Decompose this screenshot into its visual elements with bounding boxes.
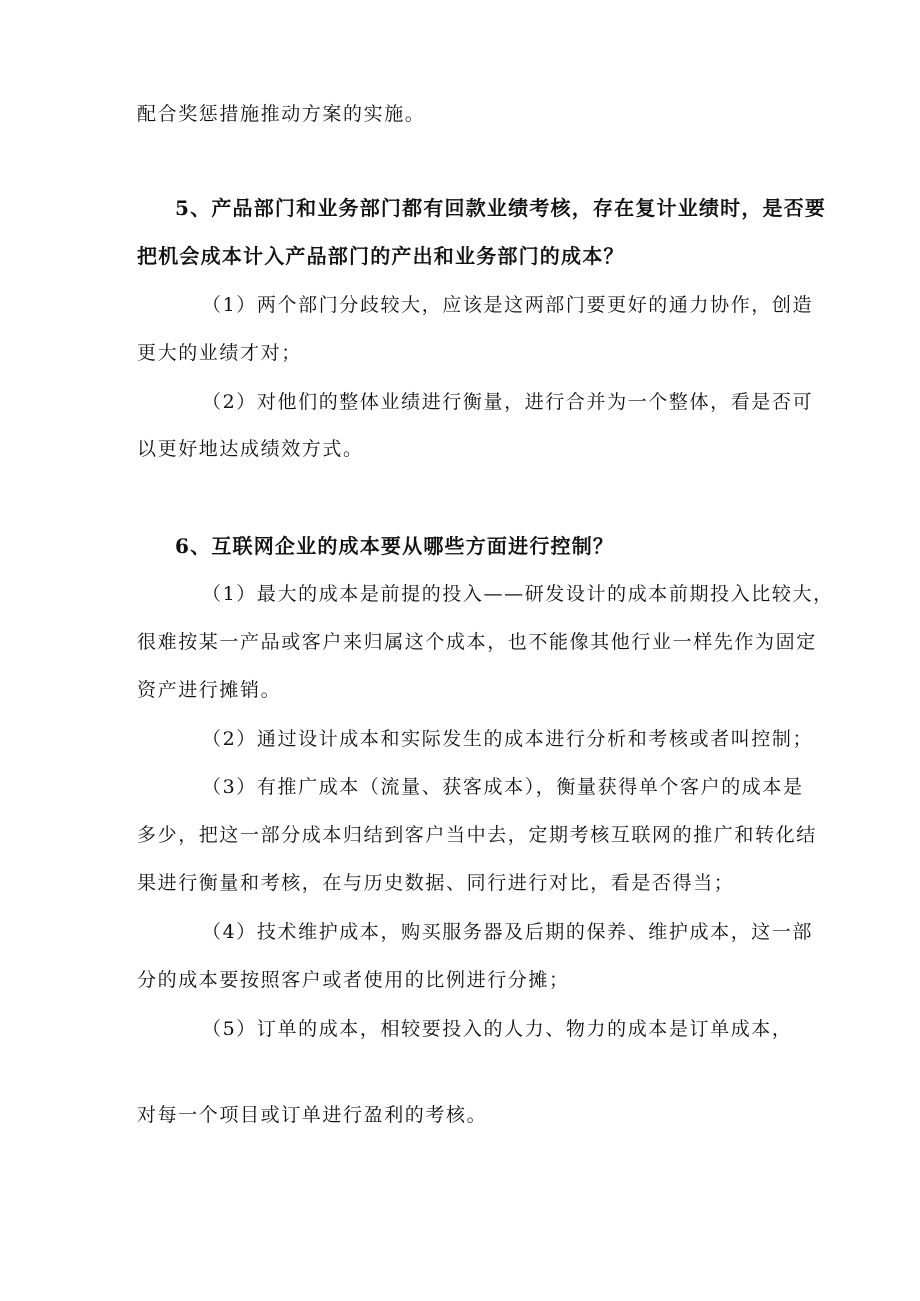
q5-title-line2: 把机会成本计入产品部门的产出和业务部门的成本？ — [137, 244, 625, 268]
q6-item5-line1: （5）订单的成本，相较要投入的人力、物力的成本是订单成本， — [202, 1018, 793, 1040]
intro-line: 配合奖惩措施推动方案的实施。 — [137, 103, 426, 125]
q5-item2-line1: （2）对他们的整体业绩进行衡量，进行合并为一个整体，看是否可 — [202, 391, 814, 413]
q6-item3-line3: 果进行衡量和考核，在与历史数据、同行进行对比，看是否得当； — [137, 872, 735, 894]
q5-item1-line1: （1）两个部门分歧较大，应该是这两部门要更好的通力协作，创造 — [202, 294, 814, 316]
q6-item1-line2: 很难按某一产品或客户来归属这个成本，也不能像其他行业一样先作为固定 — [137, 631, 817, 653]
q6-item2-line1: （2）通过设计成本和实际发生的成本进行分析和考核或者叫控制； — [202, 728, 814, 750]
q5-item2-line2: 以更好地达成绩效方式。 — [137, 438, 364, 460]
q5-item1-line2: 更大的业绩才对； — [137, 342, 302, 364]
q6-item5-line2: 对每一个项目或订单进行盈利的考核。 — [137, 1104, 488, 1126]
q6-item3-line1: （3）有推广成本（流量、获客成本），衡量获得单个客户的成本是 — [202, 776, 804, 798]
q6-item3-line2: 多少，把这一部分成本归结到客户当中去，定期考核互联网的推广和转化结 — [137, 824, 817, 846]
q6-title: 6、互联网企业的成本要从哪些方面进行控制？ — [175, 534, 615, 558]
q6-item4-line1: （4）技术维护成本，购买服务器及后期的保养、维护成本，这一部 — [202, 921, 814, 943]
q6-item1-line3: 资产进行摊销。 — [137, 679, 282, 701]
q6-item1-line1: （1）最大的成本是前提的投入——研发设计的成本前期投入比较大， — [202, 583, 834, 605]
q5-title-line1: 5、产品部门和业务部门都有回款业绩考核，存在复计业绩时，是否要 — [175, 196, 827, 220]
q6-item4-line2: 分的成本要按照客户或者使用的比例进行分摊； — [137, 969, 570, 991]
